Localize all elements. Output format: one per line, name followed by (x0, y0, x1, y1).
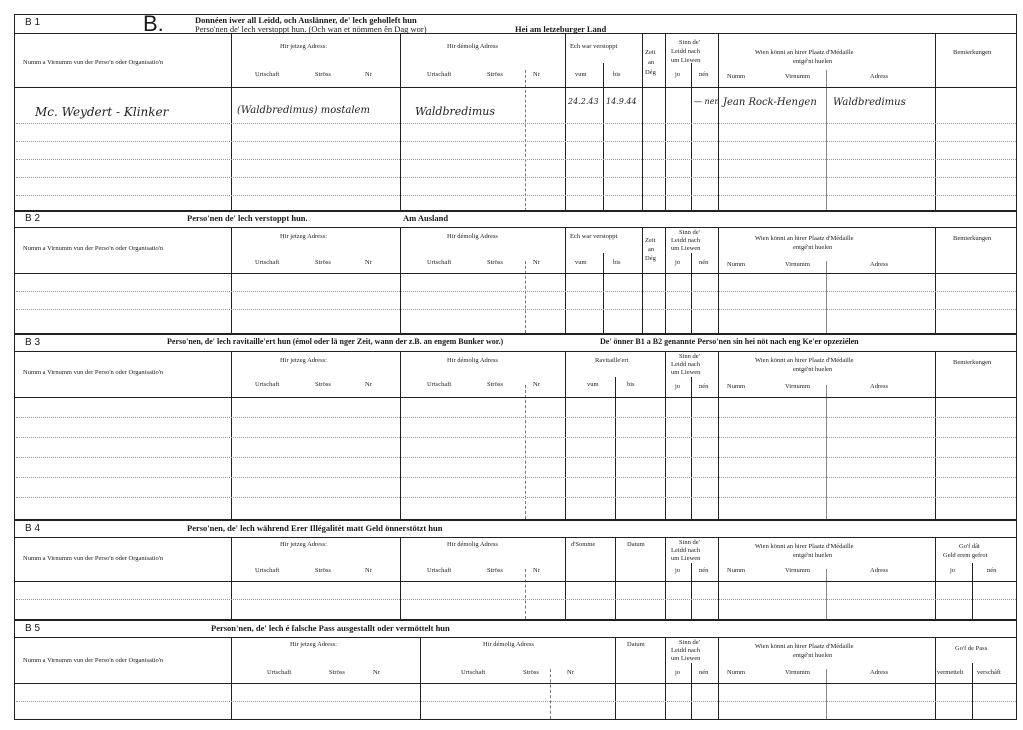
nr-header: Nr (365, 567, 372, 574)
urtschaft-header: Urtschaft (267, 669, 292, 676)
section-b3 (14, 334, 1017, 520)
numm-header: Numm (727, 567, 746, 574)
jo-header: jo (675, 71, 681, 78)
entry-addr-old: Waldbredimus (415, 105, 495, 118)
zeit-header-2: an (648, 246, 655, 253)
zeit-header-2: an (648, 59, 655, 66)
stross-header: Ströss (487, 71, 503, 78)
stross-header: Ströss (487, 259, 503, 266)
nr-header: Nr (533, 259, 540, 266)
medal-header-1: Wien könnt an hirer Plaatz d'Médaille (755, 49, 854, 56)
nen-header: nén (699, 259, 709, 266)
numm-header: Numm (727, 383, 746, 390)
bis-header: bis (627, 381, 635, 388)
addr-now-header: Hir jetzeg Adress: (290, 641, 337, 648)
alive-header-1: Sinn de' (679, 353, 700, 360)
section-b1 (14, 11, 1017, 212)
nr-header: Nr (533, 381, 540, 388)
remarks-header: Bemierkungen (953, 49, 992, 56)
alive-header-1: Sinn de' (679, 39, 700, 46)
urtschaft-header: Urtschaft (427, 71, 452, 78)
nr-header: Nr (533, 71, 540, 78)
stross-header: Ströss (523, 669, 539, 676)
repay-header-1: Go'f dât (959, 543, 980, 550)
name-col-header: Numm a Virnumm vun der Perso'n oder Organisatio'n (23, 59, 164, 66)
section-b3-id: B 3 (25, 337, 41, 348)
virnumm-header: Virnumm (785, 669, 810, 676)
nen-header: nén (699, 71, 709, 78)
alive-header-3: um Liewen (671, 655, 701, 662)
alive-header-3: um Liewen (671, 57, 701, 64)
nr-header: Nr (533, 567, 540, 574)
alive-header-1: Sinn de' (679, 539, 700, 546)
zeit-header-1: Zeit (645, 237, 656, 244)
sum-header: d'Somme (571, 541, 596, 548)
provided-header: verschâft (977, 669, 1001, 676)
entry-name: Mc. Weydert - Klinker (35, 105, 169, 119)
section-b3-title: Perso'nen, de' lech ravitaille'ert hun (émol oder lä nger Zeit, wann der z.B. an engem Bunker wor.) (167, 337, 504, 346)
alive-header-2: Leidd nach (671, 647, 701, 654)
zeit-header-3: Dég (645, 255, 656, 262)
medal-header-2: entgé'nt huelen (793, 652, 833, 659)
nr-header: Nr (373, 669, 380, 676)
section-b4 (14, 520, 1017, 620)
section-b3-title-right: De' önner B1 a B2 genannte Perso'nen sin hei nöt nach eng Ke'er opzeziélen (600, 337, 859, 346)
section-b2-title: Perso'nen de' lech verstoppt hun. (187, 213, 308, 223)
section-b1-id: B 1 (25, 17, 41, 28)
repay-no-header: nén (987, 567, 997, 574)
bis-header: bis (613, 71, 621, 78)
addr-now-header: Hir jetzeg Adress: (280, 43, 327, 50)
form-title-line2: Perso'nen de' lech verstoppt hun. (Och wan et nömmen ên Dag wor) (195, 24, 427, 34)
nr-header: Nr (365, 259, 372, 266)
nr-header: Nr (365, 381, 372, 388)
stross-header: Ströss (487, 567, 503, 574)
entry-to: 14.9.44 (606, 97, 637, 106)
section-b2-title-row (15, 211, 1016, 228)
section-b4-title-row (15, 521, 1016, 538)
addr-old-header: Hir démolig Adress (447, 541, 498, 548)
urtschaft-header: Urtschaft (427, 567, 452, 574)
jo-header: jo (675, 259, 681, 266)
numm-header: Numm (727, 261, 746, 268)
section-b4-title: Perso'nen, de' lech während Erer Illégalitét matt Geld önnerstötzt hun (187, 523, 443, 533)
alive-header-3: um Liewen (671, 369, 701, 376)
name-col-header: Numm a Virnumm vun der Perso'n oder Organisatio'n (23, 555, 164, 562)
virnumm-header: Virnumm (785, 73, 810, 80)
zeit-header-1: Zeit (645, 49, 656, 56)
form-page (14, 11, 1017, 726)
urtschaft-header: Urtschaft (427, 259, 452, 266)
jo-header: jo (675, 567, 681, 574)
alive-header-3: um Liewen (671, 245, 701, 252)
stross-header: Ströss (315, 381, 331, 388)
zeit-header-3: Dég (645, 69, 656, 76)
virnumm-header: Virnumm (785, 567, 810, 574)
medal-header-2: entgé'nt huelen (793, 58, 833, 65)
repay-yes-header: jo (950, 567, 956, 574)
stross-header: Ströss (329, 669, 345, 676)
hidden-header: Ech war verstoppt (570, 43, 618, 50)
section-b2-id: B 2 (25, 213, 41, 224)
medal-header-1: Wien könnt an hirer Plaatz d'Médaille (755, 643, 854, 650)
addr-now-header: Hir jetzeg Adress: (280, 541, 327, 548)
stross-header: Ströss (315, 259, 331, 266)
urtschaft-header: Urtschaft (255, 259, 280, 266)
medal-header-2: entgé'nt huelen (793, 366, 833, 373)
form-title-right: Hei am letzeburger Land (515, 24, 607, 34)
entry-from: 24.2.43 (568, 97, 599, 106)
adress-header: Adress (870, 73, 889, 80)
numm-header: Numm (727, 73, 746, 80)
vum-header: vum (575, 259, 587, 266)
adress-header: Adress (870, 261, 889, 268)
alive-header-2: Leidd nach (671, 547, 701, 554)
addr-now-header: Hir jetzeg Adress: (280, 233, 327, 240)
addr-now-header: Hir jetzeg Adress: (280, 357, 327, 364)
date-header: Datum (627, 541, 645, 548)
addr-old-header: Hir démolig Adress (483, 641, 534, 648)
form-letter: B. (143, 11, 164, 36)
adress-header: Adress (870, 567, 889, 574)
stross-header: Ströss (487, 381, 503, 388)
entry-medal-name: Jean Rock-Hengen (723, 97, 817, 108)
alive-header-1: Sinn de' (679, 229, 700, 236)
mediated-header: vermettelt (937, 669, 964, 676)
date-header: Datum (627, 641, 645, 648)
adress-header: Adress (870, 669, 889, 676)
section-b5-title-row (15, 621, 1016, 638)
repay-header-2: Geld erem gefrot (943, 552, 988, 559)
alive-header-2: Leidd nach (671, 48, 701, 55)
alive-header-1: Sinn de' (679, 639, 700, 646)
remarks-header: Bemierkungen (953, 235, 992, 242)
passport-header: Go'f de Pass (955, 645, 988, 652)
section-b5-title: Person'nen, de' lech é falsche Pass ausgestallt oder vermöttelt hun (211, 623, 450, 633)
addr-old-header: Hir démolig Adress (447, 43, 498, 50)
medal-header-2: entgé'nt huelen (793, 244, 833, 251)
urtschaft-header: Urtschaft (255, 381, 280, 388)
name-col-header: Numm a Virnumm vun der Perso'n oder Organisatio'n (23, 369, 164, 376)
section-b2-title-right: Am Ausland (403, 213, 449, 223)
entry-medal-addr: Waldbredimus (833, 97, 906, 108)
nr-header: Nr (365, 71, 372, 78)
numm-header: Numm (727, 669, 746, 676)
alive-header-2: Leidd nach (671, 237, 701, 244)
name-col-header: Numm a Virnumm vun der Perso'n oder Organisatio'n (23, 245, 164, 252)
bis-header: bis (613, 259, 621, 266)
remarks-header: Bemierkungen (953, 359, 992, 366)
entry-alive-no: — nen (694, 97, 720, 106)
nen-header: nén (699, 383, 709, 390)
medal-header-1: Wien könnt an hirer Plaatz d'Médaille (755, 357, 854, 364)
jo-header: jo (675, 669, 681, 676)
addr-old-header: Hir démolig Adress (447, 357, 498, 364)
vum-header: vum (587, 381, 599, 388)
jo-header: jo (675, 383, 681, 390)
urtschaft-header: Urtschaft (427, 381, 452, 388)
addr-old-header: Hir démolig Adress (447, 233, 498, 240)
virnumm-header: Virnumm (785, 261, 810, 268)
stross-header: Ströss (315, 567, 331, 574)
section-b2 (14, 210, 1017, 334)
urtschaft-header: Urtschaft (255, 71, 280, 78)
urtschaft-header: Urtschaft (461, 669, 486, 676)
urtschaft-header: Urtschaft (255, 567, 280, 574)
section-b1-title-row (15, 11, 1016, 36)
nen-header: nén (699, 669, 709, 676)
medal-header-2: entgé'nt huelen (793, 552, 833, 559)
section-b5 (14, 620, 1017, 720)
entry-addr-now: (Waldbredimus) mostalem (237, 105, 370, 116)
virnumm-header: Virnumm (785, 383, 810, 390)
hidden-header: Ech war verstoppt (570, 233, 618, 240)
nr-header: Nr (567, 669, 574, 676)
medal-header-1: Wien könnt an hirer Plaatz d'Médaille (755, 543, 854, 550)
name-col-header: Numm a Virnumm vun der Perso'n oder Organisatio'n (23, 657, 164, 664)
form-title-line1: Donnéen iwer all Leidd, och Auslänner, de' lech geholleft hun (195, 15, 417, 25)
section-b3-title-row (15, 335, 1016, 352)
section-b4-id: B 4 (25, 523, 41, 534)
section-b5-id: B 5 (25, 623, 41, 634)
adress-header: Adress (870, 383, 889, 390)
alive-header-3: um Liewen (671, 555, 701, 562)
vum-header: vum (575, 71, 587, 78)
medal-header-1: Wien könnt an hirer Plaatz d'Médaille (755, 235, 854, 242)
alive-header-2: Leidd nach (671, 361, 701, 368)
supplied-header: Ravitaille'ert (595, 357, 629, 364)
nen-header: nén (699, 567, 709, 574)
stross-header: Ströss (315, 71, 331, 78)
